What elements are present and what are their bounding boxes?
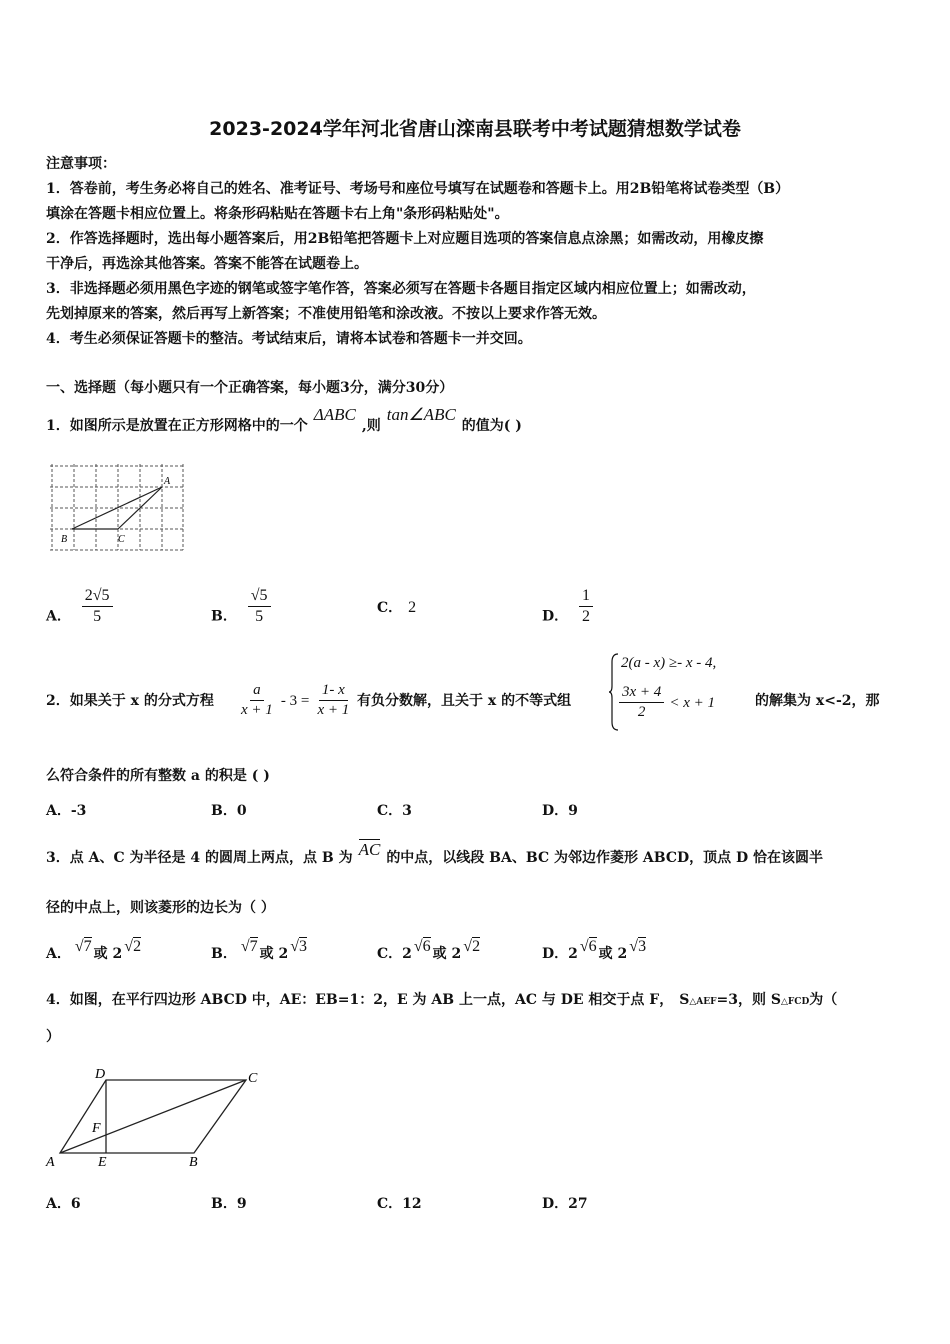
q2-ineq-2: $\frac{3x + 4}{2}$ < x + 1 bbox=[619, 684, 715, 721]
q2-text-mid: 有负分数解，且关于 x 的不等式组 bbox=[357, 693, 572, 709]
q3-text: 3．点 A、C 为半径是 4 的圆周上两点，点 B 为 AC 的中点，以线段 BA、BC 为邻边作菱形 ABCD，顶点 D 恰在该圆半 bbox=[46, 840, 823, 866]
q2-option-d[interactable]: D．9 bbox=[542, 803, 578, 819]
page-title: 2023-2024学年河北省唐山滦南县联考中考试题猜想数学试卷 bbox=[209, 118, 741, 140]
q1-label-b: B bbox=[61, 534, 68, 545]
q2-option-a[interactable]: A．-3 bbox=[46, 803, 87, 819]
q1-option-b[interactable]: B． $\frac{√5}{5}$ bbox=[211, 597, 271, 636]
q1-label-c: C bbox=[118, 534, 125, 545]
q1-option-c[interactable]: C． 2 bbox=[377, 599, 417, 616]
q4-label-a: A bbox=[46, 1155, 55, 1170]
notice-line: 1．答卷前，考生务必将自己的姓名、准考证号、考场号和座位号填写在试题卷和答题卡上。用2B铅笔将试卷类型（B） bbox=[46, 181, 790, 197]
q1-option-a[interactable]: A． $\frac{2√5}{5}$ bbox=[46, 597, 113, 636]
q4-label-c: C bbox=[248, 1071, 258, 1086]
notice-line: 4．考生必须保证答题卡的整洁。考试结束后，请将本试卷和答题卡一并交回。 bbox=[46, 331, 532, 347]
q4-label-f: F bbox=[92, 1121, 101, 1136]
q3-option-a[interactable]: A． √7 或 2 √2 bbox=[46, 938, 142, 962]
notice-heading: 注意事项： bbox=[46, 156, 116, 172]
q2-text-end: 的解集为 x<-2，那 bbox=[755, 693, 880, 709]
q4-option-d[interactable]: D．27 bbox=[542, 1196, 588, 1212]
q3-option-c[interactable]: C．2 √6 或 2 √2 bbox=[377, 938, 481, 962]
section-heading: 一、选择题（每小题只有一个正确答案，每小题3分，满分30分） bbox=[46, 380, 454, 396]
q2-option-b[interactable]: B．0 bbox=[211, 803, 247, 819]
q2-text-start: 2．如果关于 x 的分式方程 bbox=[46, 693, 214, 709]
q1-text: 1．如图所示是放置在正方形网格中的一个ΔABC,则tan∠ABC的值为( ) bbox=[46, 405, 522, 434]
q1-tan-math: tan∠ABC bbox=[386, 405, 456, 424]
q1-label-a: A bbox=[164, 476, 171, 487]
notice-line: 2．作答选择题时，选出每小题答案后，用2B铅笔把答题卡上对应题目选项的答案信息点涂黑；如需改动，用橡皮擦 bbox=[46, 231, 764, 247]
q2-equation: $\frac{a}{x + 1}$ - 3 = $\frac{1- x}{x + 1}$ bbox=[241, 682, 350, 718]
q2-text-cont: 么符合条件的所有整数 a 的积是 ( ) bbox=[46, 768, 270, 784]
q4-option-b[interactable]: B．9 bbox=[211, 1196, 247, 1212]
q3-option-d[interactable]: D．2 √6 或 2 √3 bbox=[542, 938, 647, 962]
q4-diagonal-ac bbox=[60, 1080, 246, 1153]
q1-grid-figure bbox=[48, 462, 188, 554]
q4-option-a[interactable]: A．6 bbox=[46, 1196, 81, 1212]
notice-line: 3．非选择题必须用黑色字迹的钢笔或签字笔作答，答案必须写在答题卡各题目指定区域内相应位置上；如需改动， bbox=[46, 281, 756, 297]
q4-option-c[interactable]: C．12 bbox=[377, 1196, 422, 1212]
q4-text-cont: ） bbox=[46, 1029, 60, 1045]
q1-triangle-math: ΔABC bbox=[313, 405, 356, 424]
q4-label-d: D bbox=[95, 1067, 106, 1082]
q3-option-b[interactable]: B． √7 或 2 √3 bbox=[211, 938, 308, 962]
q4-text: 4．如图，在平行四边形 ABCD 中，AE：EB=1：2，E 为 AB 上一点，AC 与 DE 相交于点 F， S△AEF=3，则 S△FCD为（ bbox=[46, 992, 838, 1008]
notice-line: 填涂在答题卡相应位置上。将条形码粘贴在答题卡右上角"条形码粘贴处"。 bbox=[46, 206, 509, 222]
q4-label-e: E bbox=[98, 1155, 107, 1170]
q3-arc: AC bbox=[358, 840, 381, 859]
notice-line: 干净后，再选涂其他答案。答案不能答在试题卷上。 bbox=[46, 256, 368, 272]
q1-option-d[interactable]: D． $\frac{1}{2}$ bbox=[542, 597, 593, 636]
q3-text-cont: 径的中点上，则该菱形的边长为（ ） bbox=[46, 900, 275, 916]
notice-line: 先划掉原来的答案，然后再写上新答案；不准使用铅笔和涂改液。不按以上要求作答无效。 bbox=[46, 306, 606, 322]
q4-parallelogram-figure bbox=[40, 1062, 270, 1174]
q2-option-c[interactable]: C．3 bbox=[377, 803, 412, 819]
q4-label-b: B bbox=[189, 1155, 198, 1170]
q2-ineq-1: 2(a - x) ≥- x - 4, bbox=[621, 655, 717, 671]
